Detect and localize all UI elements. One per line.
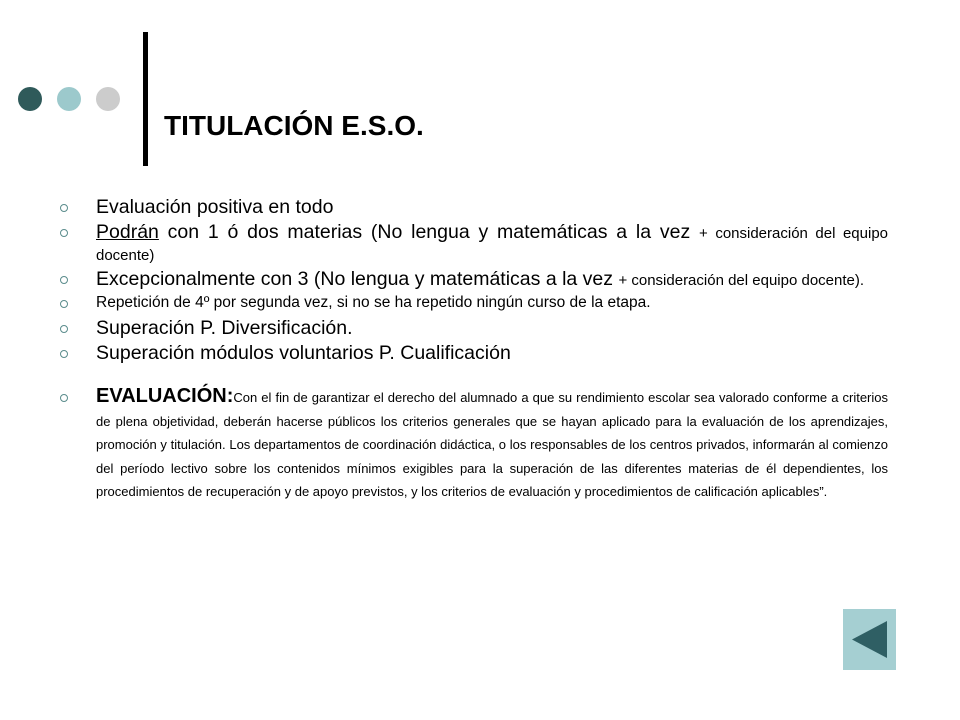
underlined-word: Podrán <box>96 221 159 243</box>
bullet-evaluacion-positiva <box>58 196 888 218</box>
bullet-ring-icon <box>60 325 68 333</box>
gray-dot <box>96 87 120 111</box>
bullet-text: Repetición de 4º por segunda vez, si no se ha repetido ningún curso de la etapa. <box>96 294 651 311</box>
bullet-small-text: + consideración del equipo docente) <box>96 225 889 264</box>
bullet-text: Superación módulos voluntarios P. Cualificación <box>96 342 511 364</box>
bullet-cualificacion <box>58 342 888 364</box>
bullet-list <box>58 196 888 504</box>
light-teal-dot <box>57 87 81 111</box>
bullet-repeticion <box>58 293 888 313</box>
bullet-text: Superación P. Diversificación. <box>96 317 353 339</box>
bullet-ring-icon <box>60 276 68 284</box>
bullet-ring-icon <box>60 229 68 237</box>
bullet-evaluacion <box>58 385 888 504</box>
bullet-podran <box>58 221 888 265</box>
bullet-ring-icon <box>60 204 68 212</box>
bullet-ring-icon <box>60 350 68 358</box>
evaluation-heading: EVALUACIÓN: <box>96 385 234 407</box>
bullet-text: Evaluación positiva en todo <box>96 196 334 218</box>
bullet-small-text: + consideración del equipo docente). <box>618 272 865 289</box>
bullet-text: Excepcionalmente con 3 (No lengua y matemáticas a la vez <box>96 268 619 290</box>
evaluation-body-text: Con el fin de garantizar el derecho del alumnado a que su rendimiento escolar sea valorado conforme a criterios de plena objetividad, deberán hacerse públicos los criterios generales que se hayan aplicado para la evaluación de los aprendizajes, promoción y titulación. Los departamentos de coordinación didáctica, o los responsables de los centros privados, informarán al comienzo del período lectivo sobre los contenidos mínimos exigibles para la superación de las diferentes materias de él dependientes, los procedimientos de recuperación y de apoyo previstos, y los criterios de evaluación y procedimientos de calificación aplicables”. <box>96 390 888 499</box>
title-divider-bar <box>143 32 148 166</box>
bullet-excepcionalmente <box>58 268 888 290</box>
bullet-text: con 1 ó dos materias (No lengua y matemáticas a la vez <box>158 221 700 243</box>
triangle-left-icon <box>843 609 896 670</box>
bullet-ring-icon <box>60 394 68 402</box>
slide-title: TITULACIÓN E.S.O. <box>164 109 424 141</box>
dark-teal-dot <box>18 87 42 111</box>
bullet-diversificacion <box>58 317 888 339</box>
previous-slide-button[interactable] <box>843 609 896 670</box>
bullet-ring-icon <box>60 300 68 308</box>
